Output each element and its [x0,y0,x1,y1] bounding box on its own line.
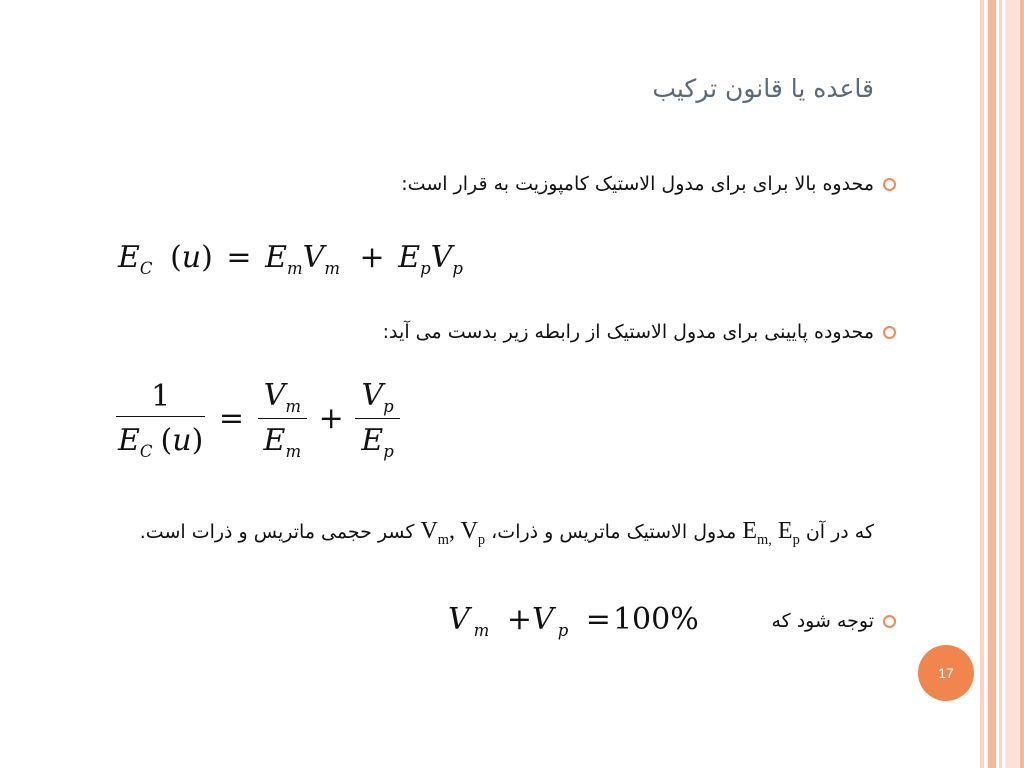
equation-upper-bound: $E_C$ $(u) = E_mV_m + E_pV_p$ [118,240,463,278]
equation-lower-bound: $\frac{1}{E_C (u)}$ = $\frac{V_m}{E_m}$ + $\frac{V_p}{E_p}$ [116,378,400,461]
decor-stripe-1 [980,0,984,768]
fraction-inverse-ec: $\frac{1}{E_C (u)}$ [118,378,204,461]
decor-stripe-3 [999,0,1002,768]
symbol-vm-vp: $V_m$, $V_p$ [420,518,486,548]
bullet-note-text: توجه شود که [771,610,874,632]
bullet-lower-bound-text: محدوده پایینی برای مدول الاستیک از رابطه زیر بدست می آید: [382,321,874,343]
bullet-note [771,610,874,632]
decor-stripe-4 [1005,0,1019,768]
definition-paragraph: که در آن $E_{m,}$ $E_p$ مدول الاستیک ماتریس و ذرات، $V_m$, $V_p$ کسر حجمی ماتریس و ذرات است. [139,518,874,548]
fraction-vp-ep: $\frac{V_p}{E_p}$ [355,378,399,461]
bullet-lower-bound [383,321,874,343]
page-number-badge [918,645,974,701]
fraction-vm-em: $\frac{V_m}{E_m}$ [258,378,308,461]
bullet-upper-bound-text: محدوه بالا برای برای مدول الاستیک کامپوزیت به قرار است: [401,173,874,195]
slide-title: قاعده یا قانون ترکیب [652,74,874,103]
decor-stripe-2 [988,0,996,768]
page-number: 17 [938,665,954,681]
bullet-circle-icon [883,326,896,339]
bullet-circle-icon [883,615,896,628]
symbol-ep: $E_p$ [777,518,800,548]
decor-stripe-5 [1020,0,1024,768]
equation-volume-sum: V $_m$ +V $_p$ =100% [448,602,699,640]
bullet-upper-bound [401,173,874,195]
symbol-em: $E_{m,}$ [742,518,772,548]
bullet-circle-icon [883,178,896,191]
